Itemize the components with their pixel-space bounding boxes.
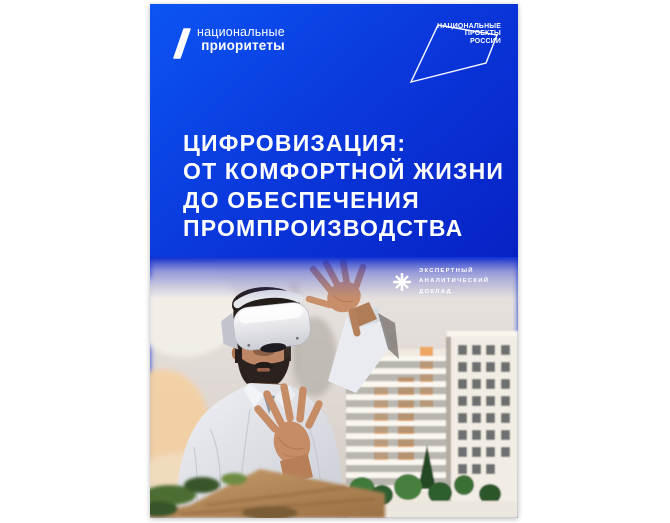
stamp-line: ЭКСПЕРТНЫЙ [419,268,474,274]
national-projects-logo-text [437,23,501,45]
snowflake-icon [392,272,412,292]
expert-report-stamp [392,266,489,297]
blue-header [150,4,518,257]
page-title [183,129,504,243]
logo-line: РОССИИ [470,37,501,45]
logo-line: ПРОЕКТЫ [464,30,501,38]
national-projects-logo [406,20,504,88]
logo-line: национальные [197,25,285,39]
national-priorities-logo [170,26,285,59]
stamp-line: АНАЛИТИЧЕСКИЙ [419,278,490,285]
expert-report-stamp-text [419,266,489,297]
title-line: ОТ КОМФОРТНОЙ ЖИЗНИ [183,158,505,185]
lips [257,368,270,372]
logo-line: НАЦИОНАЛЬНЫЕ [437,23,501,30]
national-priorities-logo-text [197,26,285,53]
report-cover [150,4,518,518]
stamp-line: ДОКЛАД [419,288,452,295]
logo-line: приоритеты [201,38,285,53]
slash-icon [170,28,192,59]
cover-photo [150,257,518,518]
title-line: ЦИФРОВИЗАЦИЯ: [183,130,407,156]
title-line: ДО ОБЕСПЕЧЕНИЯ [183,186,420,213]
title-line: ПРОМПРОИЗВОДСТВА [183,215,464,242]
